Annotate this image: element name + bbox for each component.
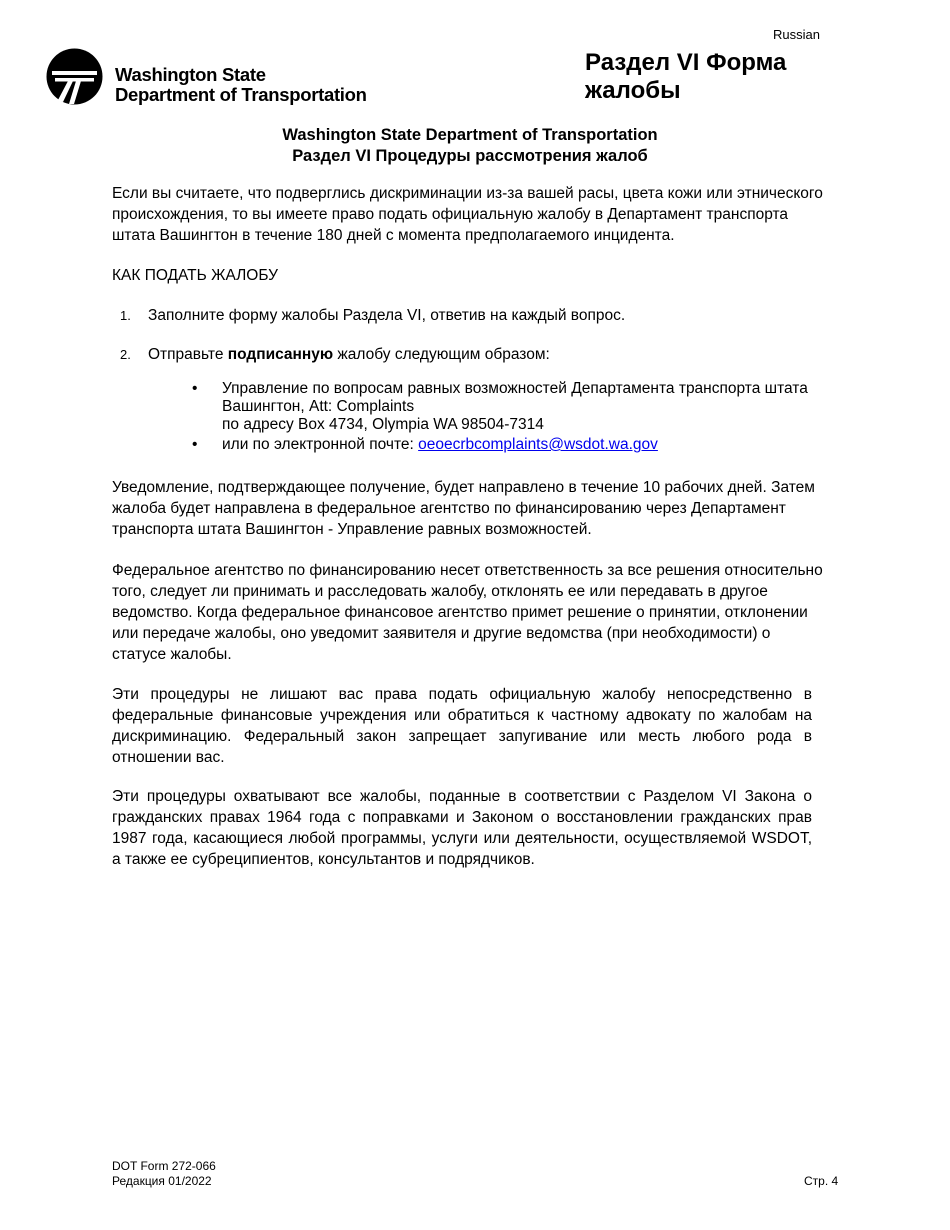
list-item: [192, 436, 832, 454]
step-1-number: 1.: [120, 308, 131, 323]
notice-paragraph: Уведомление, подтверждающее получение, будет направлено в течение 10 рабочих дней. Затем жалоба будет направлена в федеральное агентство по финансированию через Департамент транспорта штата Вашингтон - Управление равных возможностей.: [112, 479, 815, 538]
bullet-1-line-2: Вашингтон, Att: Complaints: [222, 398, 415, 415]
step-2-number: 2.: [120, 347, 131, 362]
wsdot-logo: [46, 48, 426, 108]
logo-wordmark: [115, 65, 367, 105]
bullet-1-line-3: по адресу Box 4734, Olympia WA 98504-7314: [222, 416, 544, 433]
intro-paragraph: Если вы считаете, что подверглись дискриминации из-за вашей расы, цвета кожи или этнического происхождения, то вы имеете право подать официальную жалобу в Департамент транспорта штата Вашингтон в течение 180 дней с момента предполагаемого инцидента.: [112, 185, 823, 244]
form-number: DOT Form 272-066: [112, 1159, 216, 1173]
step-2-suffix: жалобу следующим образом:: [333, 346, 550, 363]
logo-line-2: Department of Transportation: [115, 84, 367, 105]
revision-date: Редакция 01/2022: [112, 1174, 212, 1188]
form-title: Раздел VI Форма жалобы: [585, 49, 787, 104]
step-2-prefix: Отправьте: [148, 346, 228, 363]
footer-form-info: [112, 1159, 216, 1189]
agency-title: Washington State Department of Transportation: [282, 126, 658, 144]
scope-paragraph: Эти процедуры охватывают все жалобы, поданные в соответствии с Разделом VI Закона о гражданских правах 1964 года с поправками и Законом о восстановлении гражданских прав 1987 года, касающиеся любой программы, услуги или деятельности, осуществляемой WSDOT, а также ее субреципиентов, консультантов и подрядчиков.: [112, 788, 812, 868]
language-label: Russian: [773, 27, 820, 42]
complaints-email-link[interactable]: oeoecrbcomplaints@wsdot.wa.gov: [418, 436, 658, 453]
bullet-1-line-1: Управление по вопросам равных возможностей Департамента транспорта штата: [222, 380, 808, 397]
list-item: [192, 380, 832, 434]
step-2-text: [148, 344, 550, 365]
federal-agency-paragraph: Федеральное агентство по финансированию несет ответственность за все решения относительно того, следует ли принимать и расследовать жалобу, отклонять ее или передавать в другое ведомство. Когда федеральное финансовое агентство примет решение о принятии, отклонении или передаче жалобы, оно уведомит заявителя и другие ведомства (при необходимости) о статусе жалобы.: [112, 562, 823, 663]
wsdot-logo-icon: [46, 48, 103, 105]
page-number: Стр. 4: [804, 1174, 839, 1188]
section-title: Раздел VI Процедуры рассмотрения жалоб: [292, 147, 648, 165]
bullet-icon: •: [192, 436, 198, 453]
submission-methods-list: [192, 380, 832, 454]
step-1-text: Заполните форму жалобы Раздела VI, ответив на каждый вопрос.: [148, 307, 626, 324]
how-to-file-heading: КАК ПОДАТЬ ЖАЛОБУ: [112, 267, 279, 284]
rights-paragraph: Эти процедуры не лишают вас права подать официальную жалобу непосредственно в федеральные финансовые учреждения или обратиться к частному адвокату по жалобам на дискриминацию. Федеральный закон запрещает запугивание или месть любого рода в отношении вас.: [112, 686, 812, 766]
step-2-bold: подписанную: [227, 346, 334, 363]
bullet-icon: •: [192, 380, 198, 397]
document-heading: [112, 125, 828, 167]
logo-line-1: Washington State: [115, 64, 266, 85]
bullet-2-prefix: или по электронной почте:: [222, 436, 419, 453]
